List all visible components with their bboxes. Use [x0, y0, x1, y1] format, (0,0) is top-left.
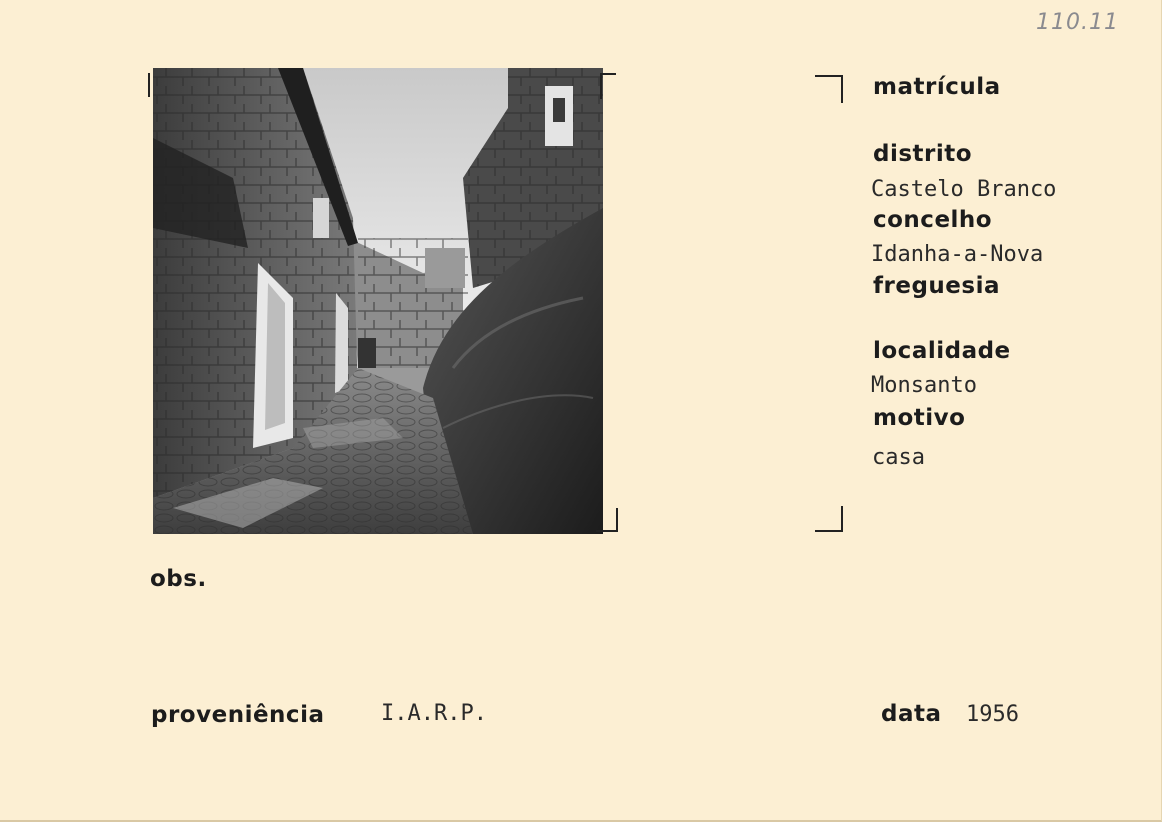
- data-value: 1956: [966, 702, 1019, 727]
- localidade-label: localidade: [873, 338, 1011, 364]
- proveniencia-label: proveniência: [151, 702, 325, 728]
- proveniencia-value: I.A.R.P.: [381, 701, 487, 726]
- crop-mark-top-right: [600, 73, 616, 99]
- matricula-label: matrícula: [873, 74, 1001, 100]
- freguesia-label: freguesia: [873, 273, 1000, 299]
- concelho-label: concelho: [873, 207, 993, 233]
- motivo-label: motivo: [873, 405, 966, 431]
- localidade-value: Monsanto: [871, 373, 977, 398]
- data-label: data: [881, 701, 942, 727]
- obs-label: obs.: [150, 566, 207, 592]
- crop-mark-bottom-right: [596, 508, 618, 532]
- distrito-value: Castelo Branco: [871, 177, 1057, 202]
- stone-street-photo: [153, 68, 603, 534]
- metadata-mark-bottom: [815, 506, 843, 532]
- motivo-value: casa: [872, 445, 925, 470]
- metadata-mark-top: [815, 75, 843, 103]
- distrito-label: distrito: [873, 141, 973, 167]
- crop-mark-top-left: [148, 73, 168, 97]
- catalog-number: 110.11: [1036, 10, 1119, 35]
- photograph: [153, 68, 603, 534]
- concelho-value: Idanha-a-Nova: [871, 242, 1044, 267]
